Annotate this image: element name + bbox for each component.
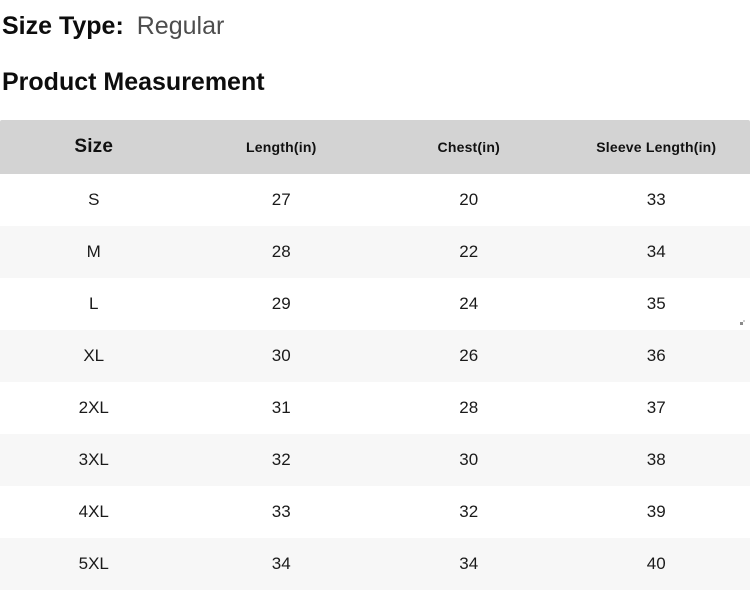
sleeve-cell: 34 (646, 242, 666, 261)
chest-cell: 20 (459, 190, 479, 209)
size-cell: S (88, 190, 100, 209)
length-cell: 28 (271, 242, 291, 261)
chest-cell: 28 (459, 398, 479, 417)
size-chart-table (0, 120, 750, 590)
length-cell: 29 (271, 294, 291, 313)
size-cell: 5XL (78, 554, 109, 573)
column-header-chest: Chest(in) (437, 139, 500, 155)
column-header-length: Length(in) (246, 139, 317, 155)
sleeve-cell: 40 (646, 554, 666, 573)
sleeve-cell: 38 (646, 450, 666, 469)
size-cell: XL (83, 346, 105, 365)
sleeve-cell: 33 (646, 190, 666, 209)
table-row (0, 434, 750, 486)
length-cell: 31 (271, 398, 291, 417)
size-type-label: Size Type: (2, 12, 124, 40)
chest-cell: 22 (459, 242, 479, 261)
size-cell: 4XL (78, 502, 109, 521)
size-cell: 3XL (78, 450, 109, 469)
chest-cell: 26 (459, 346, 479, 365)
size-cell: M (86, 242, 101, 261)
table-row (0, 382, 750, 434)
chest-cell: 30 (459, 450, 479, 469)
table-row (0, 330, 750, 382)
section-title: Product Measurement (2, 68, 265, 96)
length-cell: 30 (271, 346, 291, 365)
chest-cell: 32 (459, 502, 479, 521)
sleeve-cell: 35 (646, 294, 666, 313)
length-cell: 32 (271, 450, 291, 469)
table-header-row (0, 120, 750, 174)
size-cell: L (89, 294, 99, 313)
chest-cell: 24 (459, 294, 479, 313)
size-type-line (2, 11, 224, 41)
length-cell: 34 (271, 554, 291, 573)
column-header-size: Size (74, 136, 114, 157)
size-type-value: Regular (136, 12, 225, 40)
length-cell: 27 (271, 190, 291, 209)
table-row (0, 174, 750, 226)
length-cell: 33 (271, 502, 291, 521)
table-row (0, 226, 750, 278)
sleeve-cell: 36 (646, 346, 666, 365)
sleeve-cell: 37 (646, 398, 666, 417)
table-row (0, 486, 750, 538)
table-row (0, 538, 750, 590)
column-header-sleeve: Sleeve Length(in) (596, 139, 717, 155)
table-row (0, 278, 750, 330)
sleeve-cell: 39 (646, 502, 666, 521)
chest-cell: 34 (459, 554, 479, 573)
size-cell: 2XL (78, 398, 109, 417)
